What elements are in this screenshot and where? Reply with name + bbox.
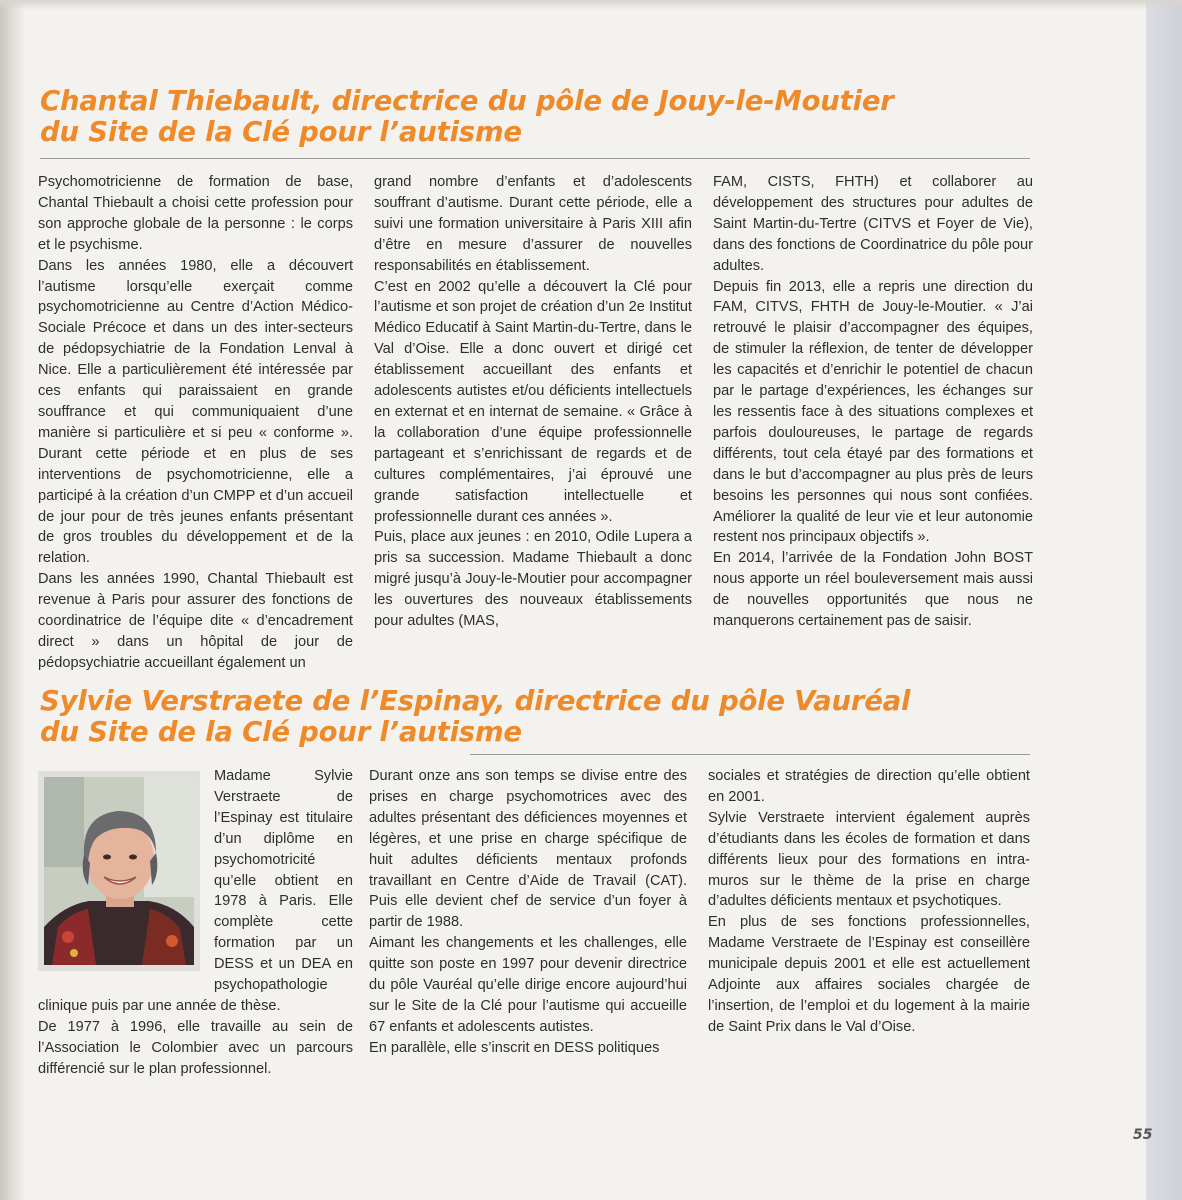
paragraph: En parallèle, elle s’inscrit en DESS politiques	[369, 1039, 660, 1056]
section2-column-1	[38, 766, 353, 1080]
section1-column-1	[38, 172, 353, 674]
section2-title-line1: Sylvie Verstraete de l’Espinay, directrice du pôle Vauréal	[40, 685, 911, 717]
section1-title	[40, 86, 1040, 148]
paragraph: sociales et stratégies de direction qu’elle obtient en 2001.	[708, 768, 1030, 805]
paragraph: Depuis fin 2013, elle a repris une direction du FAM, CITVS, FHTH de Jouy-le-Moutier. « J’ai retrouvé le plaisir d’accompagner des équipes, de stimuler la réflexion, de tenter de développer les capacités et d’enrichir le potentiel de chacun par le partage d’expériences, les échanges sur les ressentis face à des situations complexes et parfois douloureuses, le partage de regards différents, tout cela étayé par des formations et dans le but d’accompagner au plus près de leurs besoins les personnes qui nous sont confiées. Améliorer la qualité de leur vie et leur autonomie restent nos principaux objectifs ».	[713, 278, 1033, 546]
section1-divider	[40, 158, 1030, 159]
section2-title-line2: du Site de la Clé pour l’autisme	[40, 716, 522, 748]
photo-wrap-spacer	[38, 766, 214, 978]
paragraph: C’est en 2002 qu’elle a découvert la Clé pour l’autisme et son projet de création d’un 2e Institut Médico Educatif à Saint Martin-du-Tertre, dans le Val d’Oise. Elle a donc ouvert et dirigé cet établissement accueillant des enfants et adolescents autistes et/ou déficients intellectuels en externat et en internat de semaine. « Grâce à la collaboration d’une équipe professionnelle partageant et s’enrichissant de regards et de cultures complémentaires, j’ai éprouvé une grande satisfaction intellectuelle et professionnelle durant ces années ».	[374, 278, 692, 525]
paragraph: Aimant les changements et les challenges, elle quitte son poste en 1997 pour devenir directrice du pôle Vauréal qu’elle dirige encore aujourd’hui sur le Site de la Clé pour l’autisme qui accueille 67 enfants et adolescents autistes.	[369, 935, 687, 1035]
page-fold-shadow	[0, 0, 26, 1200]
paragraph: Madame Sylvie Verstraete de l’Espinay est titulaire d’un diplôme en psychomotricité qu’elle obtient en 1978 à Paris. Elle complète cette formation par un DESS et un DEA en psychopathologie clinique puis par une année de thèse.	[38, 768, 353, 1014]
paragraph: Durant onze ans son temps se divise entre des prises en charge psychomotrices avec des adultes présentant des déficiences moyennes et légères, et une prise en charge spécifique de huit adultes déficients mentaux profonds travaillant en Centre d’Aide de Travail (CAT). Puis elle devient chef de service d’un foyer à partir de 1988.	[369, 768, 687, 931]
paragraph: Sylvie Verstraete intervient également auprès d’étudiants dans les écoles de formation et dans différents lieux pour des formations en intra-muros sur le thème de la prise en charge d’adultes déficients mentaux et psychotiques.	[708, 809, 1030, 910]
section2-column-3	[708, 766, 1030, 1038]
section2-column-2	[369, 766, 687, 1059]
section1-column-2	[374, 172, 692, 632]
section1-column-3	[713, 172, 1033, 632]
paragraph: En 2014, l’arrivée de la Fondation John BOST nous apporte un réel bouleversement mais aussi de nouvelles opportunités que nous ne manquerons certainement pas de saisir.	[713, 550, 1033, 630]
paragraph: Dans les années 1980, elle a découvert l’autisme lorsqu’elle exerçait comme psychomotricienne au Centre d’Action Médico-Sociale Précoce et dans un des inter-secteurs de pédopsychiatrie de la Fondation Lenval à Nice. Elle a particulièrement été intéressée par ces enfants qui paraissaient en grande souffrance et qui communiquaient d’une manière si particulière et si peu « conforme ». Durant cette période et en plus de ses interventions de psychomotricienne, elle a participé à la création d’un CMPP et d’un accueil de jour pour de très jeunes enfants présentant de gros troubles du développement et de la relation.	[38, 257, 353, 567]
section1-title-line1: Chantal Thiebault, directrice du pôle de Jouy-le-Moutier	[40, 85, 894, 117]
paragraph: Puis, place aux jeunes : en 2010, Odile Lupera a pris sa succession. Madame Thiebault a donc migré jusqu’à Jouy-le-Moutier pour accompagner les ouvertures des nouveaux établissements pour adultes (MAS,	[374, 529, 692, 630]
section1-title-line2: du Site de la Clé pour l’autisme	[40, 116, 522, 148]
top-edge-shadow	[0, 0, 1182, 10]
page-number: 55	[1133, 1127, 1153, 1143]
page-edge-strip	[1146, 0, 1182, 1200]
paragraph: Psychomotricienne de formation de base, Chantal Thiebault a choisi cette profession pour son approche globale de la personne : le corps et le psychisme.	[38, 174, 353, 253]
section2-title	[40, 686, 1040, 748]
paragraph: De 1977 à 1996, elle travaille au sein de l’Association le Colombier avec un parcours différencié sur le plan professionnel.	[38, 1018, 353, 1077]
section2-divider	[470, 754, 1030, 755]
paragraph: FAM, CISTS, FHTH) et collaborer au développement des structures pour adultes de Saint Martin-du-Tertre (CITVS et Foyer de Vie), dans des fonctions de Coordinatrice du pôle pour adultes.	[713, 174, 1033, 274]
paragraph: Dans les années 1990, Chantal Thiebault est revenue à Paris pour assurer des fonctions de coordinatrice de l’équipe dite « d’encadrement direct » dans un hôpital de jour de pédopsychiatrie accueillant également un	[38, 571, 353, 671]
paragraph: En plus de ses fonctions professionnelles, Madame Verstraete de l’Espinay est conseillère municipale depuis 2001 et elle est actuellement Adjointe aux affaires sociales chargée de l’insertion, de l’emploi et du logement à la mairie de Saint Prix dans le Val d’Oise.	[708, 914, 1030, 1035]
paragraph: grand nombre d’enfants et d’adolescents souffrant d’autisme. Durant cette période, elle a suivi une formation universitaire à Paris XIII afin d’être en mesure d’assurer de nouvelles responsabilités en établissement.	[374, 174, 692, 274]
